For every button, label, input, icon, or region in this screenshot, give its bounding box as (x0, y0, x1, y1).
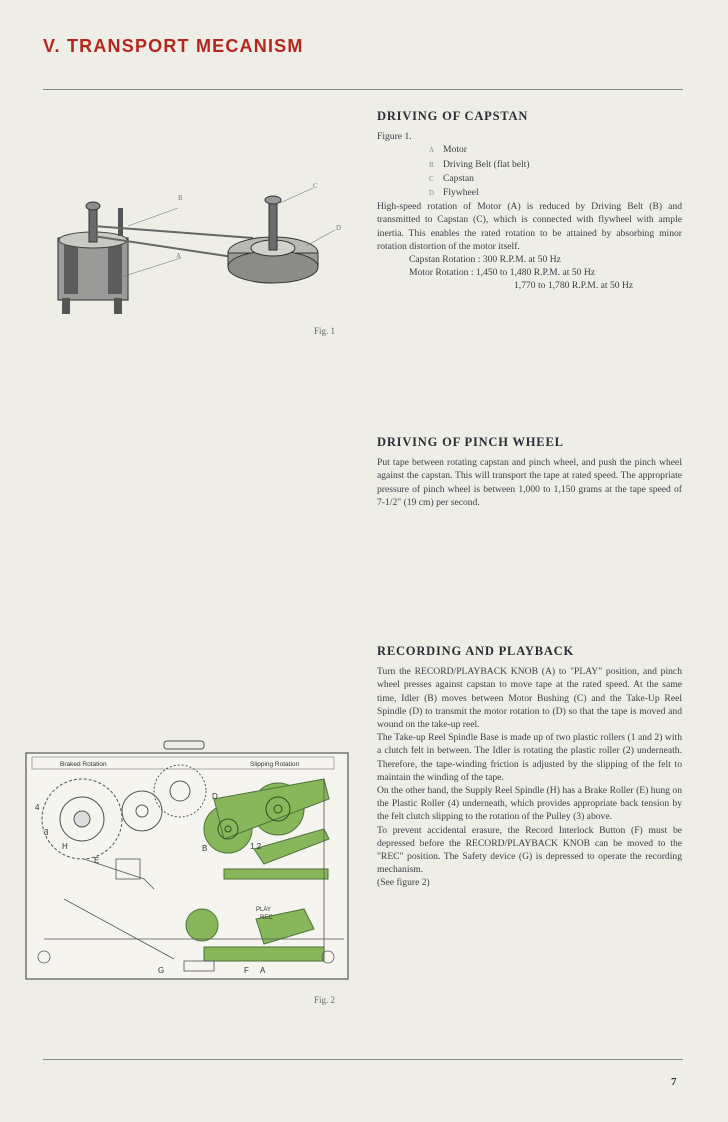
body-paragraph: Turn the RECORD/PLAYBACK KNOB (A) to "PLAY" position, and pinch wheel presses against capstan to move tape at the rated speed. At the same time, Idler (B) moves between Motor Bushing (C) and the Take-Up Reel Spindle (D) to transmit the motor rotation to (D) so that the tape is moved and wound on the take-up reel. (377, 666, 682, 731)
page-title: V. TRANSPORT MECANISM (43, 36, 304, 56)
page-number: 7 (671, 1076, 677, 1088)
legend-item: B Driving Belt (flat belt) (429, 158, 530, 170)
fig1-label-a: A (176, 252, 182, 260)
section-driving-capstan (377, 110, 682, 293)
figure-1-illustration (48, 178, 348, 328)
label-e: E (94, 856, 100, 865)
section-recording-playback (377, 645, 682, 890)
figure-2-diagram (24, 739, 354, 987)
spec-motor-rotation-60: 1,770 to 1,780 R.P.M. at 50 Hz (514, 280, 634, 292)
figure-reference: Figure 1. (377, 131, 412, 143)
body-paragraph: The Take-up Reel Spindle Base is made up of two plastic rollers (1 and 2) with a clutch felt in between. The Idler is rotating the plastic roller (2) underneath. Therefore, the tape-winding friction is adjusted by the slipping of the felt to maintain the winding of the tape. (377, 732, 682, 783)
body-paragraph: Put tape between rotating capstan and pinch wheel, and push the pinch wheel against the capstan. This will transport the tape at rated speed. The appropriate pressure of pinch wheel is between 1,000 to 1,150 grams at the tape speed of 7-1/2" (19 cm) per second. (377, 457, 682, 508)
spec-motor-rotation: Motor Rotation : 1,450 to 1,480 R.P.M. at 50 Hz (409, 267, 596, 279)
slipping-rotation-label: Slipping Rotation (250, 761, 300, 768)
label-f: F (244, 966, 249, 975)
motor-drawing (58, 202, 128, 314)
label-a: A (260, 966, 266, 975)
top-divider (43, 89, 683, 90)
legend-item: A Motor (429, 144, 467, 156)
label-h: H (62, 842, 68, 851)
fig1-label-b: B (178, 194, 183, 202)
label-4: 4 (35, 803, 40, 812)
braked-rotation-label: Braked Rotation (60, 761, 107, 768)
legend-item: C Capstan (429, 172, 474, 184)
body-paragraph: High-speed rotation of Motor (A) is reduced by Driving Belt (B) and transmitted to Capstan (C), which is connected with flywheel with ample inertia. This enables the rated rotation to be attained by absorbing minor rotation distortion of the motor itself. (377, 201, 682, 252)
label-3: 3 (44, 828, 49, 837)
body-paragraph: To prevent accidental erasure, the Record Interlock Button (F) must be depressed before the RECORD/PLAYBACK KNOB can be moved to the "REC" position. The Safety device (G) is depressed to operate the recording mechanism. (377, 824, 682, 876)
label-g: G (158, 966, 165, 975)
label-rec: REC (260, 915, 273, 921)
section-heading: DRIVING OF CAPSTAN (377, 109, 529, 123)
flywheel-drawing (228, 196, 318, 283)
label-d: D (212, 792, 218, 801)
label-play: PLAY (256, 907, 271, 913)
label-b: B (202, 844, 208, 853)
label-1-2: 1 2 (250, 842, 262, 851)
section-heading: DRIVING OF PINCH WHEEL (377, 435, 564, 449)
figure-2-caption: Fig. 2 (314, 995, 336, 1005)
see-figure-note: (See figure 2) (377, 877, 430, 889)
legend-item: D Flywheel (429, 187, 479, 199)
section-heading: RECORDING AND PLAYBACK (377, 644, 575, 658)
section-pinch-wheel (377, 436, 682, 509)
bottom-divider (43, 1059, 683, 1060)
body-paragraph: On the other hand, the Supply Reel Spindle (H) has a Brake Roller (E) hung on the Plastic Roller (4) underneath, which provides appropriate back tension by the felt clutch slipping to the rotation of the Pulley (3) above. (377, 785, 682, 823)
figure-1-caption: Fig. 1 (314, 326, 336, 336)
fig1-label-c: C (313, 182, 318, 190)
fig1-label-d: D (336, 224, 342, 232)
spec-capstan-rotation: Capstan Rotation : 300 R.P.M. at 50 Hz (409, 254, 561, 266)
